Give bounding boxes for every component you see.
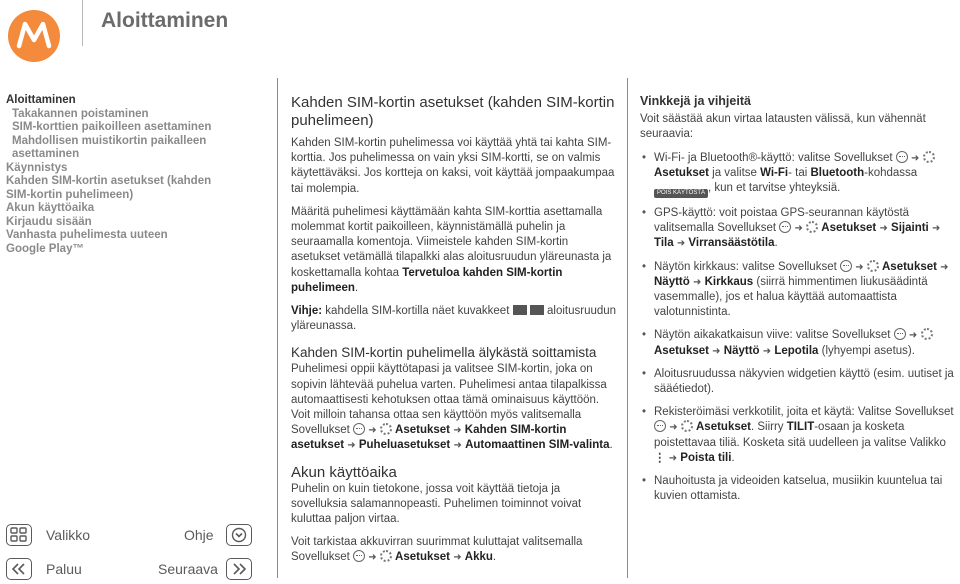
- header-divider: [82, 0, 83, 46]
- apps-icon: [779, 221, 791, 233]
- toc-item[interactable]: Takakannen poistaminen: [12, 107, 149, 120]
- toc-item[interactable]: Vanhasta puhelimesta uuteen: [6, 229, 168, 241]
- settings-gear-icon: [921, 328, 933, 340]
- list-item: • Nauhoitusta ja videoiden katselua, musiikin kuuntelua tai kuvien ottamista.: [640, 474, 956, 504]
- toc-item[interactable]: Aloittaminen: [6, 94, 76, 106]
- help-label[interactable]: Ohje: [184, 527, 214, 543]
- main-content: [291, 94, 617, 574]
- menu-button[interactable]: [6, 524, 32, 546]
- settings-gear-icon: [380, 550, 392, 562]
- tips-intro: Voit säästää akun virtaa latausten välissä, kun vähennät seuraavia:: [640, 113, 926, 141]
- paragraph: Puhelin on kuin tietokone, jossa voit käyttää tietoja ja sovelluksia salamannopeasti. Puhelimen toiminnot voivat kuluttaa paljon virtaa.: [291, 482, 582, 526]
- apps-icon: [840, 260, 852, 272]
- menu-grid-icon: [7, 525, 31, 545]
- settings-gear-icon: [806, 221, 818, 233]
- list-item: • Näytön aikakatkaisun viive: valitse Sovellukset ➜ Asetukset ➜ Näyttö ➜ Lepotila (lyhyempi asetus).: [640, 328, 956, 358]
- toc-item[interactable]: asettaminen: [12, 148, 80, 160]
- tips-list: [640, 151, 956, 505]
- apps-icon: [654, 420, 666, 432]
- next-label[interactable]: Seuraava: [158, 561, 218, 577]
- toc-item[interactable]: Akun käyttöaika: [6, 202, 95, 214]
- paragraph: Kahden SIM-kortin puhelimessa voi käyttää yhtä tai kahta SIM-korttia. Jos puhelimessa on vain yksi SIM-kortti, se on valmis käytettäväksi. Jos kortteja on kaksi, voit käyttää jompaakumpaa tai molempia.: [291, 137, 615, 195]
- paragraph: Voit tarkistaa akkuvirran suurimmat kuluttajat valitsemalla Sovellukset ➜ Asetukset ➜ Akku.: [291, 536, 583, 564]
- toc-item[interactable]: Käynnistys: [6, 161, 68, 174]
- toc-item[interactable]: Google Play™: [6, 242, 84, 255]
- section-heading: Kahden SIM-kortin puhelimella älykästä soittamista: [291, 345, 597, 361]
- apps-icon: [896, 151, 908, 163]
- list-item: • Rekisteröimäsi verkkotilit, joita et käytä: Valitse Sovellukset ➜ Asetukset. Siirry TILIT-osaan ja kosketa poistettavaa tiliä. Kosketa sitä uudelleen ja valitse Valikko ⋮ ➜ Poista tili.: [640, 405, 956, 466]
- apps-icon: [894, 328, 906, 340]
- paragraph: Määritä puhelimesi käyttämään kahta SIM-korttia asettamalla molemmat kortit paikoilleen, käynnistämällä puhelin ja seuraamalla komentoja. Viimeistele kahden SIM-kortin asetukset vetämällä tilapalkki alas aloitusruudun yläreunasta ja koskettamalla kohtaa Tervetuloa kahden SIM-kortin puhelimeen.: [291, 205, 612, 294]
- paragraph: Puhelimesi oppii käyttötapasi ja valitsee SIM-kortin, joka on sopivin lähtevää puhelua varten. Puhelimesi antaa tilapalkissa automaattisesti kehotuksen ottaa tämä ominaisuus käyttöön. Voit milloin tahansa ottaa sen käyttöön myös valitsemalla Sovellukset ➜ Asetukset ➜ Kahden SIM-kortin asetukset ➜ Puheluasetukset ➜ Automaattinen SIM-valinta.: [291, 363, 613, 452]
- apps-icon: [353, 423, 365, 435]
- tips-column: [640, 94, 956, 512]
- settings-gear-icon: [681, 420, 693, 432]
- list-item: • Wi-Fi- ja Bluetooth®-käyttö: valitse Sovellukset ➜ Asetukset ja valitse Wi-Fi- tai Bluetooth-kohdassa POIS KÄYTÖSTÄ , kun et tarvitse yhteyksiä.: [640, 151, 956, 198]
- column-divider: [627, 78, 628, 578]
- double-chevron-right-icon: [227, 559, 251, 579]
- motorola-logo: [8, 10, 60, 62]
- section-heading: Kahden SIM-kortin asetukset (kahden SIM-kortin puhelimeen): [291, 94, 615, 129]
- menu-label[interactable]: Valikko: [46, 527, 91, 543]
- signal-icon: [530, 305, 544, 315]
- overflow-menu-icon: ⋮: [654, 451, 666, 464]
- back-button[interactable]: [6, 558, 32, 580]
- help-chevron-icon: [227, 525, 251, 545]
- settings-gear-icon: [380, 423, 392, 435]
- toc-item[interactable]: SIM-kortin puhelimeen): [6, 188, 134, 201]
- list-item: • Näytön kirkkaus: valitse Sovellukset ➜ Asetukset ➜ Näyttö ➜ Kirkkaus (siirrä himmentimen liukusäädintä vasemmalle), jos et halua käyttää automaattista valotunnistinta.: [640, 260, 956, 321]
- page-title: Aloittaminen: [101, 9, 229, 32]
- toc-item[interactable]: SIM-korttien paikoilleen asettaminen: [12, 121, 212, 133]
- signal-icon: [513, 305, 527, 315]
- arrow-icon: ➜: [368, 425, 377, 437]
- list-item: • Aloitusruudussa näkyvien widgetien käyttö (esim. uutiset ja sääétiedot).: [640, 367, 956, 397]
- help-button[interactable]: [226, 524, 252, 546]
- toc-item[interactable]: Kahden SIM-kortin asetukset (kahden: [6, 175, 212, 187]
- tips-title: Vinkkejä ja vihjeitä: [640, 94, 751, 108]
- off-toggle-badge: POIS KÄYTÖSTÄ: [654, 189, 708, 198]
- toc-item[interactable]: Mahdollisen muistikortin paikalleen: [12, 134, 207, 147]
- toc-item[interactable]: Kirjaudu sisään: [6, 215, 92, 228]
- settings-gear-icon: [867, 260, 879, 272]
- apps-icon: [353, 550, 365, 562]
- double-chevron-left-icon: [7, 559, 31, 579]
- settings-gear-icon: [923, 151, 935, 163]
- table-of-contents: [6, 94, 256, 256]
- back-label[interactable]: Paluu: [46, 561, 82, 577]
- list-item: • GPS-käyttö: voit poistaa GPS-seurannan käytöstä valitsemalla Sovellukset ➜ Asetukset ➜ Sijainti ➜ Tila ➜ Virransäästötila.: [640, 206, 956, 252]
- column-divider: [277, 78, 278, 578]
- tip-paragraph: Vihje: kahdella SIM-kortilla näet kuvakkeet aloitusruudun yläreunassa.: [291, 305, 617, 333]
- next-button[interactable]: [226, 558, 252, 580]
- section-heading: Akun käyttöaika: [291, 463, 397, 481]
